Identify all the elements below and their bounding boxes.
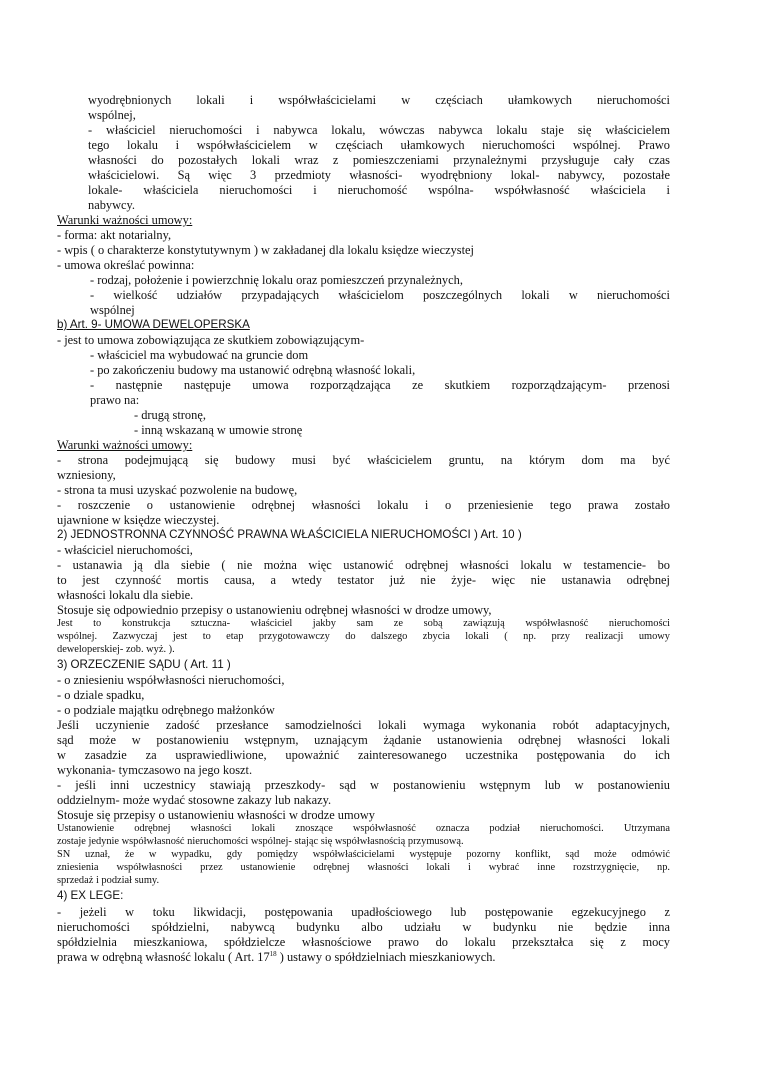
text-line: wspólnej bbox=[90, 303, 135, 317]
text-line: nieruchomości spółdzielni, nabywcą budynku albo udziału w budynku nie będzie inna bbox=[57, 920, 670, 934]
text-line: wspólnej, bbox=[88, 108, 136, 122]
text-line: Stosuje się odpowiednio przepisy o ustanowieniu odrębnej własności w drodze umowy, bbox=[57, 603, 492, 617]
note-line: Ustanowienie odrębnej własności lokali znoszące współwłasność oznacza podział nieruchomości. Utrzymana bbox=[57, 823, 670, 834]
text-line: - forma: akt notarialny, bbox=[57, 228, 172, 242]
text-line: - następnie następuje umowa rozporządzająca ze skutkiem rozporządzającym- przenosi bbox=[90, 378, 670, 392]
text-line: to jest czynność mortis causa, a wtedy testator już nie żyje- więc nie ustanawia odrębnej bbox=[57, 573, 670, 587]
text-line: sąd może w postanowieniu wstępnym, uznającym żądanie ustanowienia odrębnej własności lokali bbox=[57, 733, 670, 747]
section-heading: Warunki ważności umowy: bbox=[57, 213, 193, 227]
text-line: - o dziale spadku, bbox=[57, 688, 145, 702]
text-segment: prawa w odrębną własność lokalu ( Art. 17 bbox=[57, 950, 270, 964]
text-line: - jeżeli w toku likwidacji, postępowania upadłościowego lub postępowanie egzekucyjnego z bbox=[57, 905, 670, 919]
text-line: - o podziale majątku odrębnego małżonków bbox=[57, 703, 275, 717]
text-line: prawo na: bbox=[90, 393, 140, 407]
text-line: oddzielnym- może wydać stosowne zakazy lub nakazy. bbox=[57, 793, 332, 807]
text-line: - roszczenie o ustanowienie odrębnej własności lokalu i o przeniesienie tego prawa zostało bbox=[57, 498, 670, 512]
text-line: - po zakończeniu budowy ma ustanowić odrębną własność lokali, bbox=[90, 363, 416, 377]
text-line: wykonania- tymczasowo na jego koszt. bbox=[57, 763, 253, 777]
text-line: - właściciel ma wybudować na gruncie dom bbox=[90, 348, 309, 362]
note-line: zniesienia współwłasności przez ustanowienie odrębnej własności lokali i wybrać inne rozstrzygnięcie, np. bbox=[57, 862, 670, 873]
text-line: - jeśli inni uczestnicy stawiają przeszkody- sąd w postanowieniu wstępnym lub w postanowieniu bbox=[57, 778, 670, 792]
text-line: - wpis ( o charakterze konstytutywnym ) w zakładanej dla lokalu księdze wieczystej bbox=[57, 243, 475, 257]
text-line: - inną wskazaną w umowie stronę bbox=[134, 423, 303, 437]
text-line: Stosuje się przepisy o ustanowieniu własności w drodze umowy bbox=[57, 808, 375, 822]
text-line: lokale- właściciela nieruchomości i nieruchomość wspólna- współwłasność właściciela i bbox=[88, 183, 670, 197]
text-line: własności do pozostałych lokali wraz z pomieszczeniami przynależnymi przysługuje cały czas bbox=[88, 153, 670, 167]
section-heading: 2) JEDNOSTRONNA CZYNNOŚĆ PRAWNA WŁAŚCICIELA NIERUCHOMOŚCI ) Art. 10 ) bbox=[57, 528, 522, 541]
note-line: zostaje jedynie współwłasność nieruchomości wspólnej- stając się współwłasnością przymusową. bbox=[57, 836, 464, 847]
text-line: wyodrębnionych lokali i współwłaścicielami w częściach ułamkowych nieruchomości bbox=[88, 93, 670, 107]
text-line: - rodzaj, położenie i powierzchnię lokalu oraz pomieszczeń przynależnych, bbox=[90, 273, 463, 287]
text-line: ujawnione w księdze wieczystej. bbox=[57, 513, 220, 527]
text-line: właścicielowi. Są więc 3 przedmioty własności- wyodrębniony lokal- nabywcy, pozostałe bbox=[88, 168, 670, 182]
section-heading: 3) ORZECZENIE SĄDU ( Art. 11 ) bbox=[57, 658, 231, 671]
note-line: wspólnej. Zazwyczaj jest to etap przygotowawczy do dalszego zbycia lokali ( np. przy realizacji umowy bbox=[57, 631, 670, 642]
text-line: własności lokalu dla siebie. bbox=[57, 588, 194, 602]
text-line: - o zniesieniu współwłasności nieruchomości, bbox=[57, 673, 285, 687]
text-line: tego lokalu i współwłaścicielem w częściach ułamkowych nieruchomości wspólnej. Prawo bbox=[88, 138, 670, 152]
text-line: - strona podejmującą się budowy musi być właścicielem gruntu, na którym dom ma być bbox=[57, 453, 670, 467]
text-segment: ) ustawy o spółdzielniach mieszkaniowych. bbox=[276, 950, 496, 964]
note-line: SN uznał, że w wypadku, gdy pomiędzy współwłaścicielami występuje pozorny konflikt, sąd może odmówić bbox=[57, 849, 670, 860]
text-line: - drugą stronę, bbox=[134, 408, 206, 422]
text-line: wzniesiony, bbox=[57, 468, 116, 482]
text-line: nabywcy. bbox=[88, 198, 136, 212]
section-heading: Warunki ważności umowy: bbox=[57, 438, 193, 452]
superscript: 18 bbox=[269, 949, 277, 958]
note-line: Jest to konstrukcja sztuczna- właściciel jakby sam ze sobą zawiązują współwłasność nieruchomości bbox=[57, 618, 670, 629]
text-line bbox=[57, 949, 496, 965]
text-line: - ustanawia ją dla siebie ( nie można więc ustanowić odrębnej własności lokalu w testamencie- bo bbox=[57, 558, 670, 572]
section-heading: 4) EX LEGE: bbox=[57, 889, 124, 902]
section-heading: b) Art. 9- UMOWA DEWELOPERSKA bbox=[57, 318, 250, 331]
text-line: spółdzielnia mieszkaniowa, spółdzielcze własnościowe prawo do lokalu przekształca się z mocy bbox=[57, 935, 670, 949]
text-line: Jeśli uczynienie zadość przesłance samodzielności lokali wymaga wykonania robót adaptacyjnych, bbox=[57, 718, 670, 732]
note-line: sprzedaż i podział sumy. bbox=[57, 875, 160, 886]
text-line: - wielkość udziałów przypadających właścicielom poszczególnych lokali w nieruchomości bbox=[90, 288, 670, 302]
text-line: - jest to umowa zobowiązująca ze skutkiem zobowiązującym- bbox=[57, 333, 365, 347]
note-line: deweloperskiej- zob. wyż. ). bbox=[57, 644, 175, 655]
text-line: - właściciel nieruchomości, bbox=[57, 543, 193, 557]
text-line: w zasadzie za usprawiedliwione, upoważnić zainteresowanego uczestnika postępowania do ich bbox=[57, 748, 670, 762]
text-line: - umowa określać powinna: bbox=[57, 258, 195, 272]
text-line: - strona ta musi uzyskać pozwolenie na budowę, bbox=[57, 483, 298, 497]
text-line: - właściciel nieruchomości i nabywca lokalu, wówczas nabywca lokalu staje się właścicielem bbox=[88, 123, 670, 137]
